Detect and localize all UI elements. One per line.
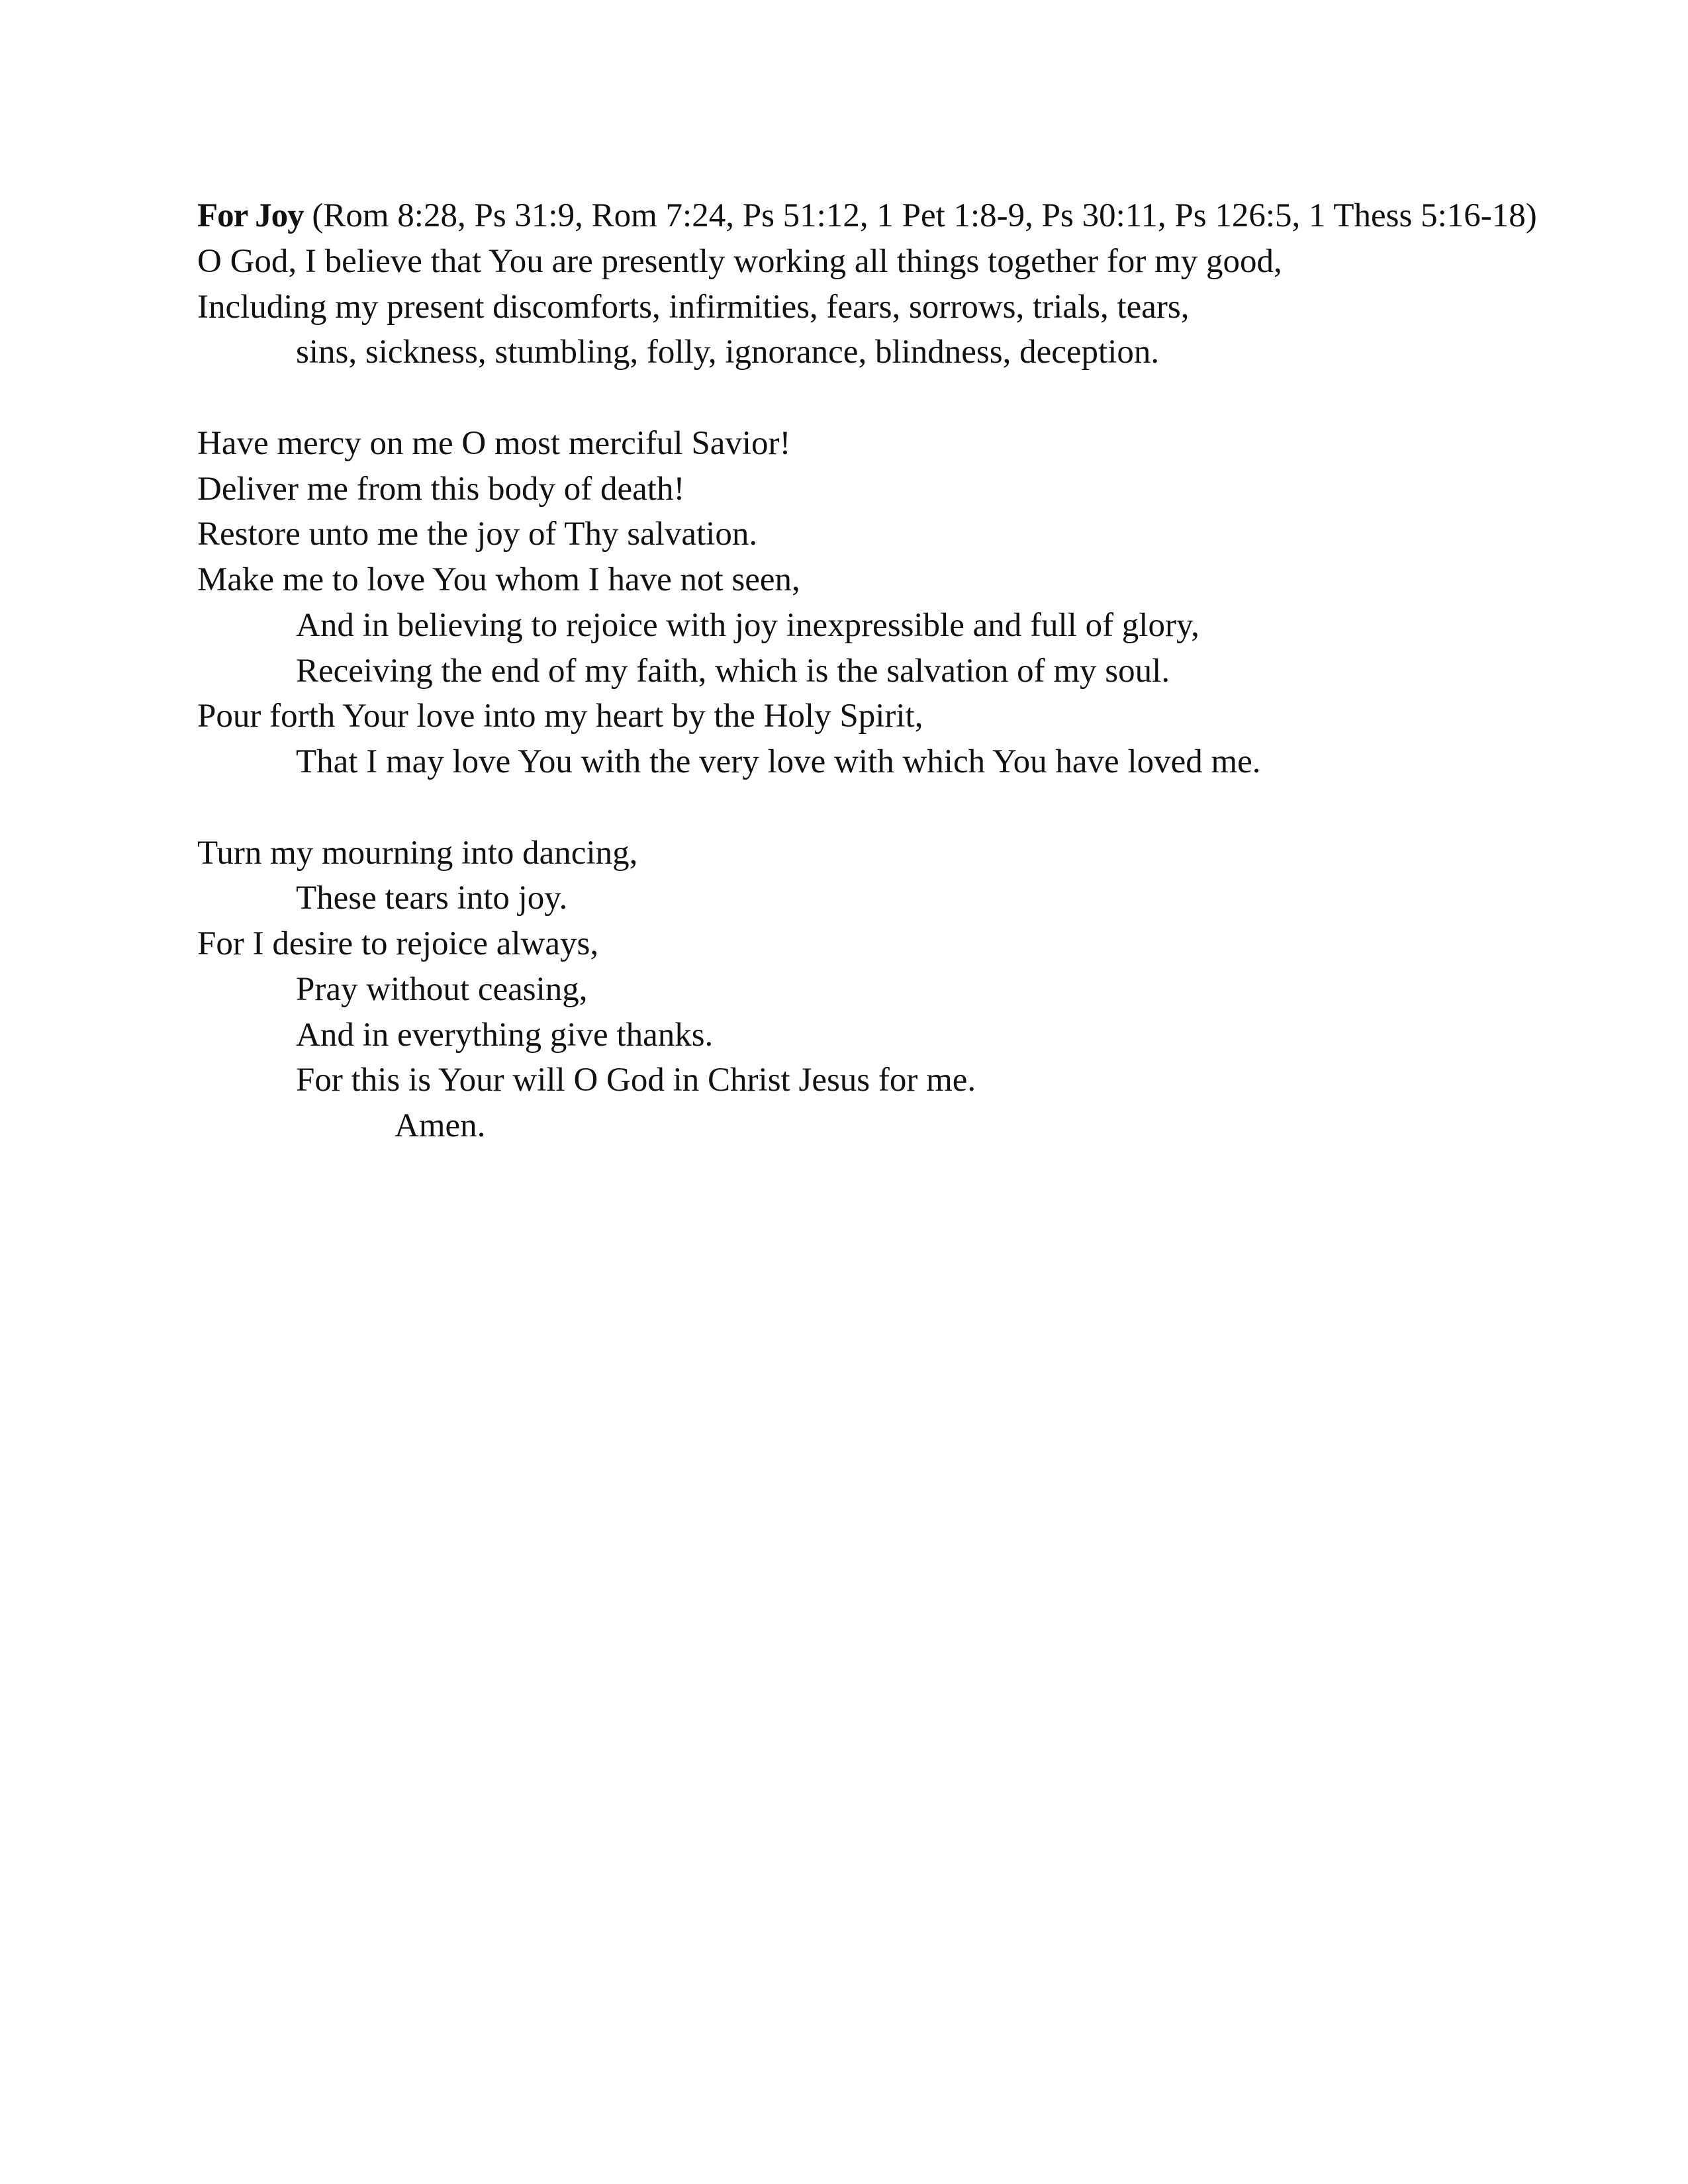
prayer-line: Turn my mourning into dancing, bbox=[197, 834, 638, 872]
prayer-line: Including my present discomforts, infirmities, fears, sorrows, trials, tears, bbox=[197, 288, 1190, 326]
prayer-line: sins, sickness, stumbling, folly, ignorance, blindness, deception. bbox=[296, 334, 1160, 371]
prayer-body bbox=[197, 239, 1521, 1149]
prayer-line: And in everything give thanks. bbox=[296, 1016, 714, 1054]
prayer-line: Restore unto me the joy of Thy salvation. bbox=[197, 516, 758, 553]
prayer-line: Deliver me from this body of death! bbox=[197, 470, 685, 508]
prayer-line: That I may love You with the very love with which You have loved me. bbox=[296, 743, 1261, 780]
prayer-line: And in believing to rejoice with joy inexpressible and full of glory, bbox=[296, 606, 1199, 644]
prayer-line: Amen. bbox=[395, 1107, 486, 1144]
stanza bbox=[197, 421, 1521, 785]
prayer-line: These tears into joy. bbox=[296, 880, 568, 917]
prayer-line: Pray without ceasing, bbox=[296, 970, 588, 1008]
scripture-references: (Rom 8:28, Ps 31:9, Rom 7:24, Ps 51:12, 1 Pet 1:8-9, Ps 30:11, Ps 126:5, 1 Thess 5:16-18) bbox=[312, 197, 1537, 234]
prayer-line: Have mercy on me O most merciful Savior! bbox=[197, 424, 791, 462]
prayer-line: Pour forth Your love into my heart by the Holy Spirit, bbox=[197, 698, 923, 735]
stanza bbox=[197, 831, 1521, 1149]
prayer-heading bbox=[197, 193, 1537, 239]
prayer-line: For I desire to rejoice always, bbox=[197, 925, 599, 962]
prayer-line: Make me to love You whom I have not seen, bbox=[197, 561, 800, 598]
prayer-title: For Joy bbox=[197, 197, 304, 234]
stanza bbox=[197, 239, 1521, 375]
prayer-line: Receiving the end of my faith, which is the salvation of my soul. bbox=[296, 652, 1170, 690]
prayer-line: O God, I believe that You are presently working all things together for my good, bbox=[197, 242, 1282, 280]
prayer-document bbox=[197, 193, 1537, 1195]
prayer-line: For this is Your will O God in Christ Jesus for me. bbox=[296, 1062, 976, 1099]
